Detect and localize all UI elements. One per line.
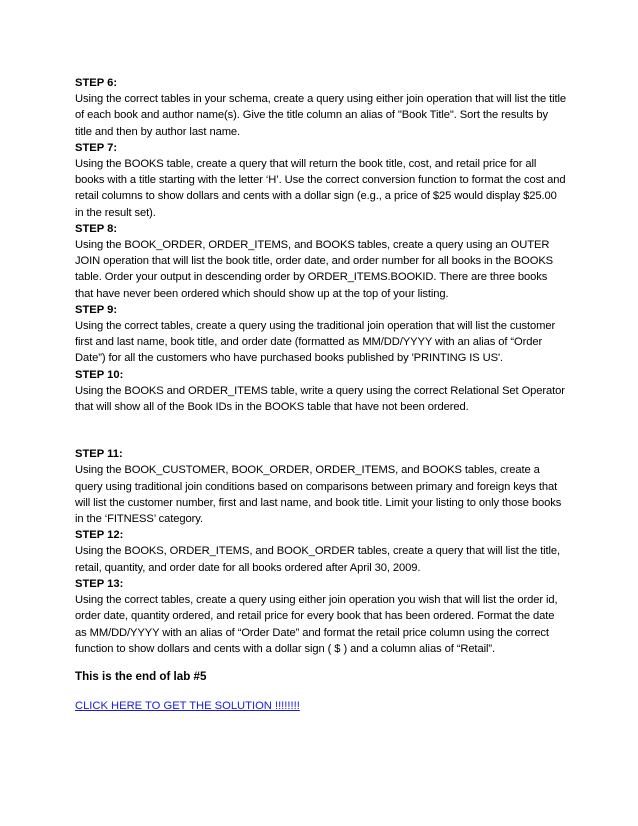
step-7 [75, 140, 567, 221]
step-8 [75, 221, 567, 302]
step-10 [75, 367, 567, 416]
section-spacer [75, 415, 567, 446]
step-9-title: STEP 9: [75, 303, 118, 316]
step-12 [75, 527, 567, 576]
step-10-text: Using the BOOKS and ORDER_ITEMS table, write a query using the correct Relational Set Operator that will show all of the Book IDs in the BOOKS table that have not been ordered. [75, 384, 565, 414]
step-9-text: Using the correct tables, create a query using the traditional join operation that will list the customer first and last name, book title, and order date (formatted as MM/DD/YYYY with an alias of “Order Date”) for all the customers who have purchased books published by 'PRINTING IS US'. [75, 320, 556, 365]
step-9 [75, 302, 567, 367]
step-12-text: Using the BOOKS, ORDER_ITEMS, and BOOK_ORDER tables, create a query that will list the title, retail, quantity, and order date for all books ordered after April 30, 2009. [75, 545, 561, 574]
step-8-title: STEP 8: [75, 222, 118, 235]
step-12-title: STEP 12: [75, 529, 124, 542]
step-10-title: STEP 10: [75, 368, 124, 381]
step-7-title: STEP 7: [75, 141, 118, 154]
step-13 [75, 576, 567, 657]
steps-group-2 [75, 446, 567, 657]
step-6-title: STEP 6: [75, 77, 118, 89]
step-6 [75, 75, 567, 140]
step-13-title: STEP 13: [75, 577, 124, 590]
document-page [75, 75, 567, 714]
step-8-text: Using the BOOK_ORDER, ORDER_ITEMS, and BOOKS tables, create a query using an OUTER JOIN operation that will list the book title, order date, and order number for all books in the BOOKS table. Order your output in descending order by ORDER_ITEMS.BOOKID. There are three books that have never been ordered which should show up at the top of your listing. [75, 239, 554, 300]
end-of-lab-note: This is the end of lab #5 [75, 669, 207, 683]
step-11-title: STEP 11: [75, 448, 123, 461]
steps-group-1 [75, 75, 567, 415]
step-11-text: Using the BOOK_CUSTOMER, BOOK_ORDER, ORDER_ITEMS, and BOOKS tables, create a query using traditional join conditions based on comparisons between primary and foreign keys that will list the customer number, first and last name, and book title. Limit your listing to only those books in the ‘FITNESS’ category. [75, 464, 562, 526]
solution-link[interactable]: CLICK HERE TO GET THE SOLUTION !!!!!!!! [75, 699, 300, 712]
step-13-text: Using the correct tables, create a query using either join operation you wish that will list the order id, order date, quantity ordered, and retail price for every book that has been ordered. Format the date as MM/DD/YYYY with an alias of “Order Date” and format the retail price column using the correct function to show dollars and cents with a dollar sign ( $ ) and a column alias of “Retail”. [75, 594, 558, 655]
step-7-text: Using the BOOKS table, create a query that will return the book title, cost, and retail price for all books with a title starting with the letter ‘H’. Use the correct conversion function to format the cost and retail columns to show dollars and cents with a dollar sign (e.g., a price of $25 would display $25.00 in the result set). [75, 158, 566, 219]
step-11 [75, 446, 567, 527]
step-6-text: Using the correct tables in your schema, create a query using either join operation that will list the title of each book and author name(s). Give the title column an alias of "Book Title". Sort the results by title and then by author last name. [75, 93, 567, 138]
